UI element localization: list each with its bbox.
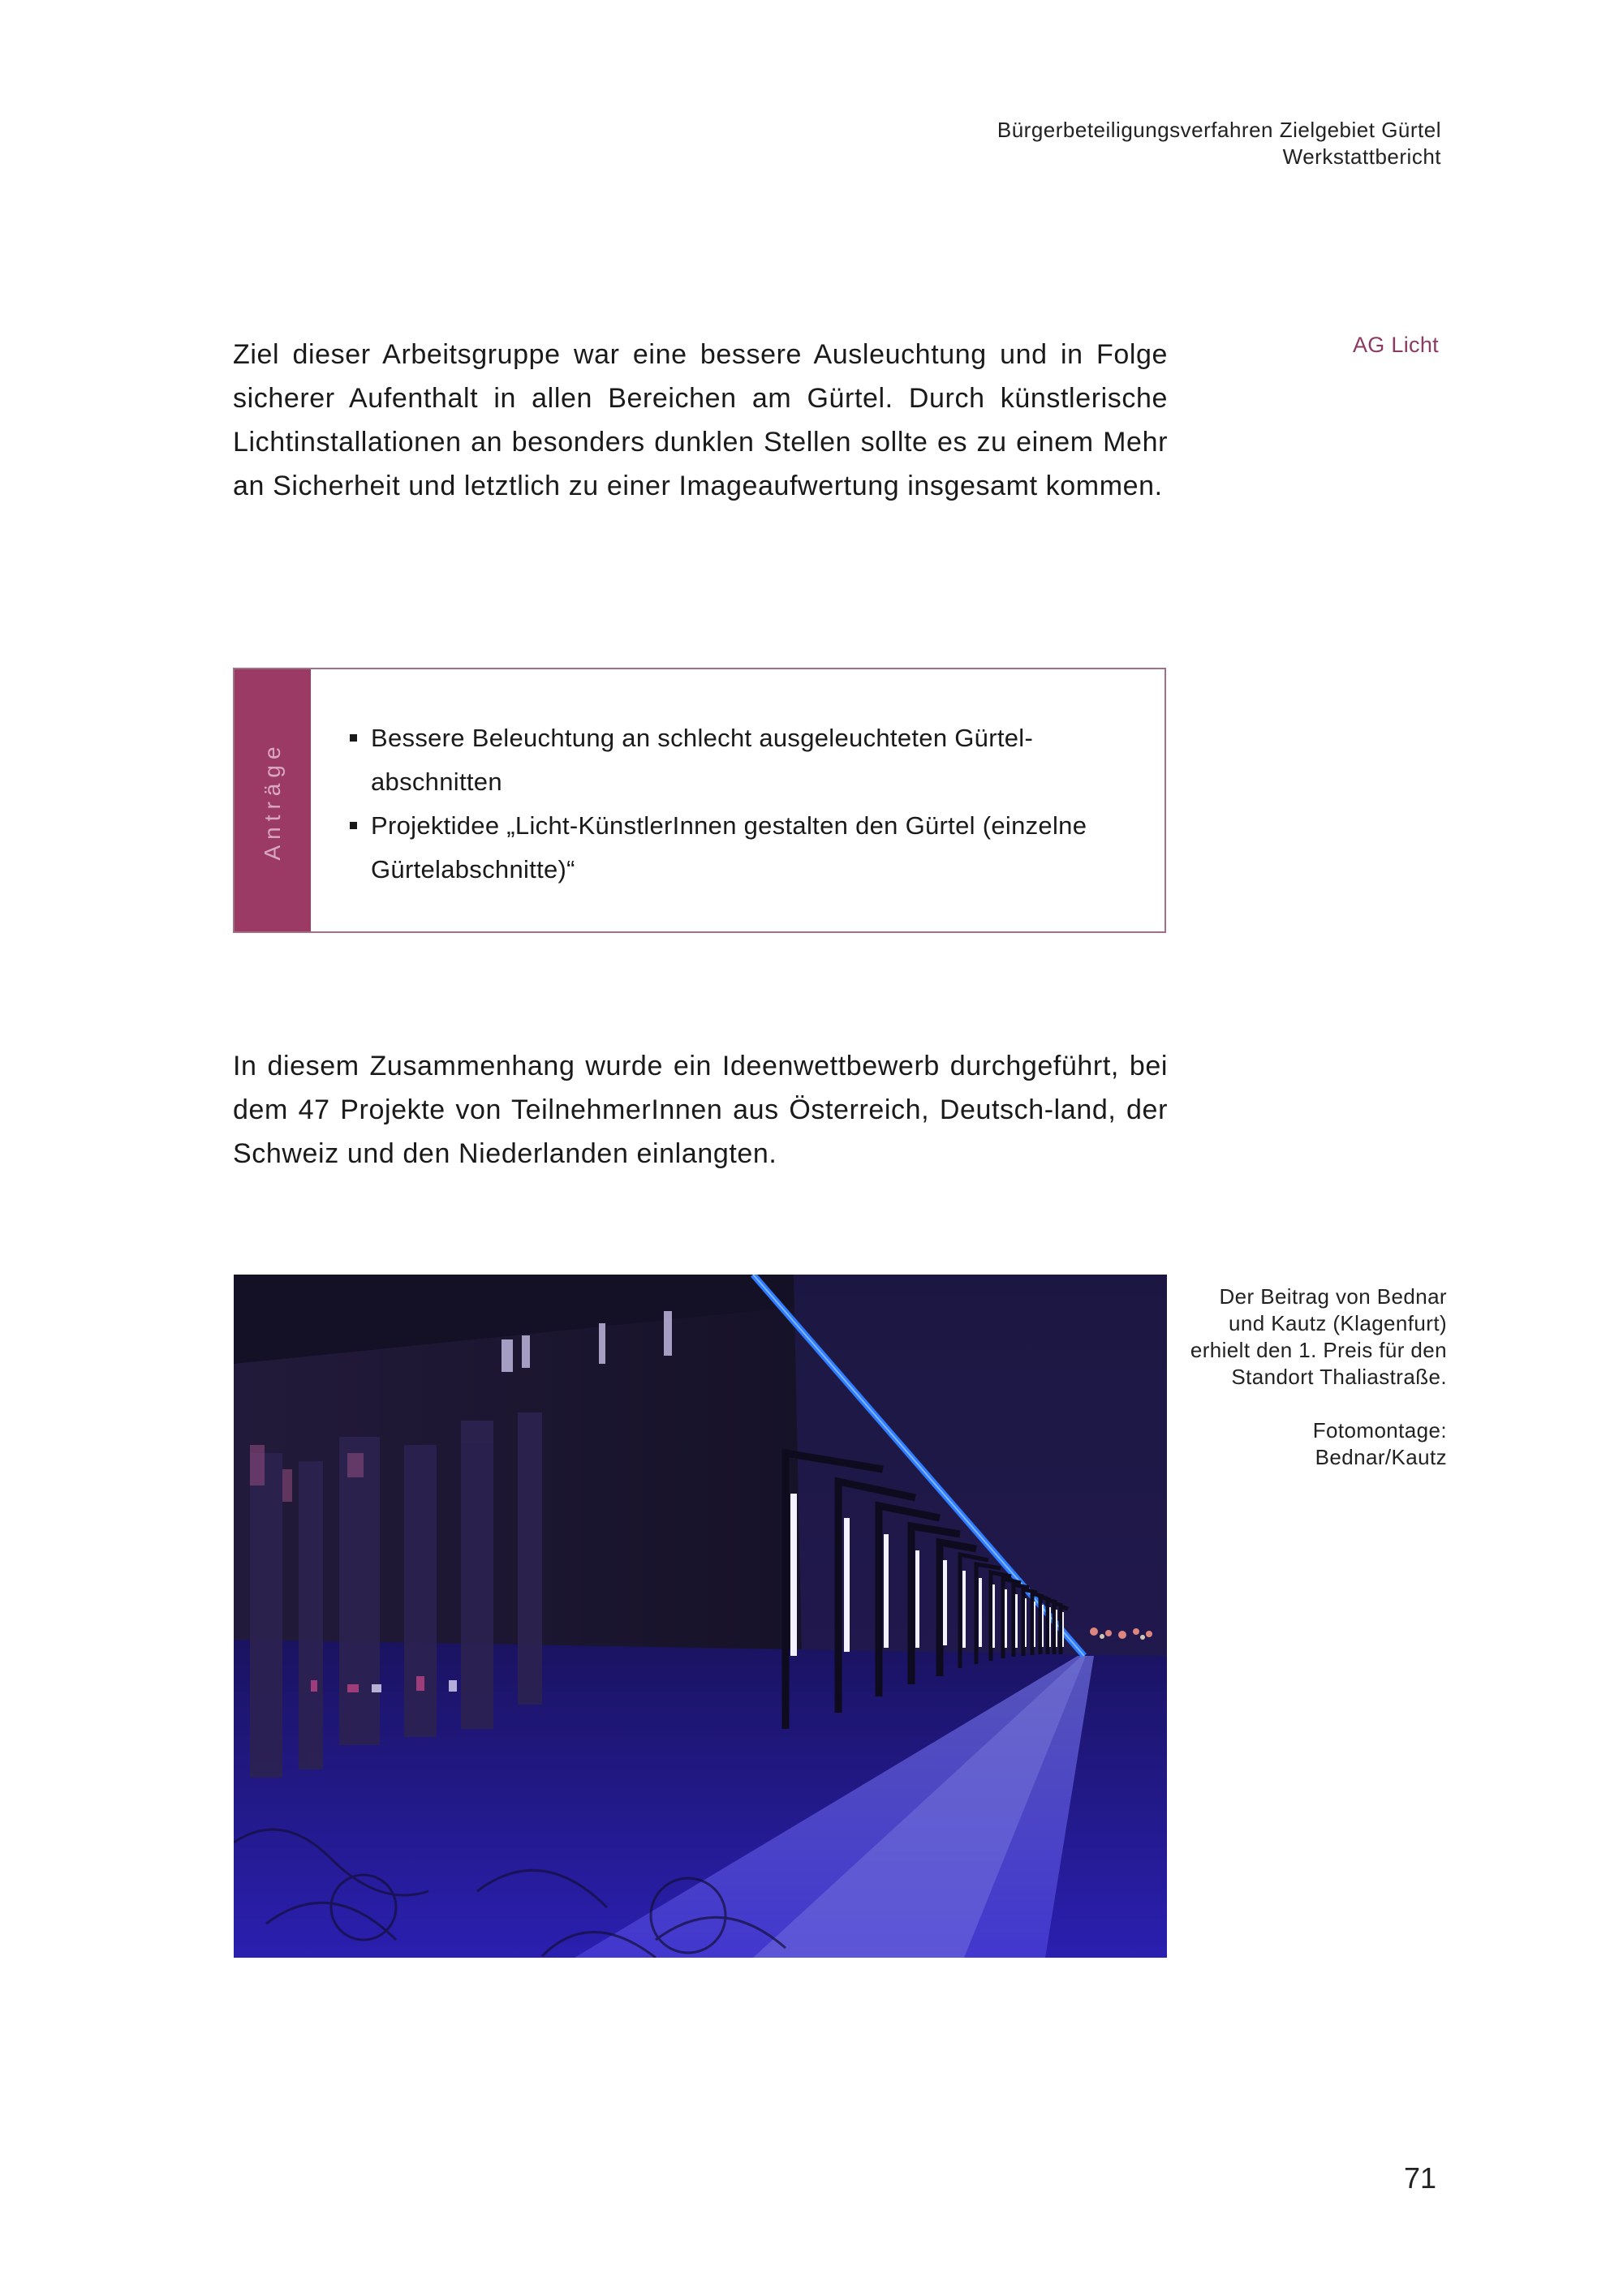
intro-paragraph: Ziel dieser Arbeitsgruppe war eine bessere Ausleuchtung und in Folge sicherer Aufenthalt in allen Bereichen am Gürtel. Durch künstlerische Lichtinstallationen an besonders dunklen Stellen sollte es zu einem Mehr an Sicherheit und letztlich zu einer Imageaufwertung insgesamt kommen.: [233, 339, 1168, 501]
caption-text: Der Beitrag von Bednar und Kautz (Klagenfurt) erhielt den 1. Preis für den Standort Thaliastraße.: [1190, 1284, 1447, 1389]
caption-credit-label: Fotomontage:: [1312, 1418, 1447, 1443]
antraege-box: [233, 668, 1166, 933]
caption-credit-name: Bednar/Kautz: [1315, 1445, 1447, 1469]
antraege-tab: [235, 669, 311, 931]
header-subtitle: Werkstattbericht: [1282, 144, 1441, 169]
section-side-label: AG Licht: [1353, 333, 1439, 357]
antraege-label: Anträge: [260, 740, 285, 861]
header-title: Bürgerbeteiligungsverfahren Zielgebiet Gürtel: [997, 118, 1441, 142]
photo-caption: [1179, 1283, 1447, 1471]
antraege-list: [350, 716, 1140, 892]
page-number: 71: [1403, 2161, 1436, 2195]
antraege-content: [314, 669, 1165, 931]
running-header: [997, 117, 1441, 170]
list-item: Bessere Beleuchtung an schlecht ausgeleuchteten Gürtel-abschnitten: [350, 716, 1140, 804]
list-item: Projektidee „Licht-KünstlerInnen gestalten den Gürtel (einzelne Gürtelabschnitte)“: [350, 804, 1140, 892]
night-street-photo: [234, 1275, 1167, 1958]
competition-paragraph: In diesem Zusammenhang wurde ein Ideenwettbewerb durchgeführt, bei dem 47 Projekte von TeilnehmerInnen aus Österreich, Deutsch-land, der Schweiz und den Niederlanden einlangten.: [233, 1051, 1168, 1169]
